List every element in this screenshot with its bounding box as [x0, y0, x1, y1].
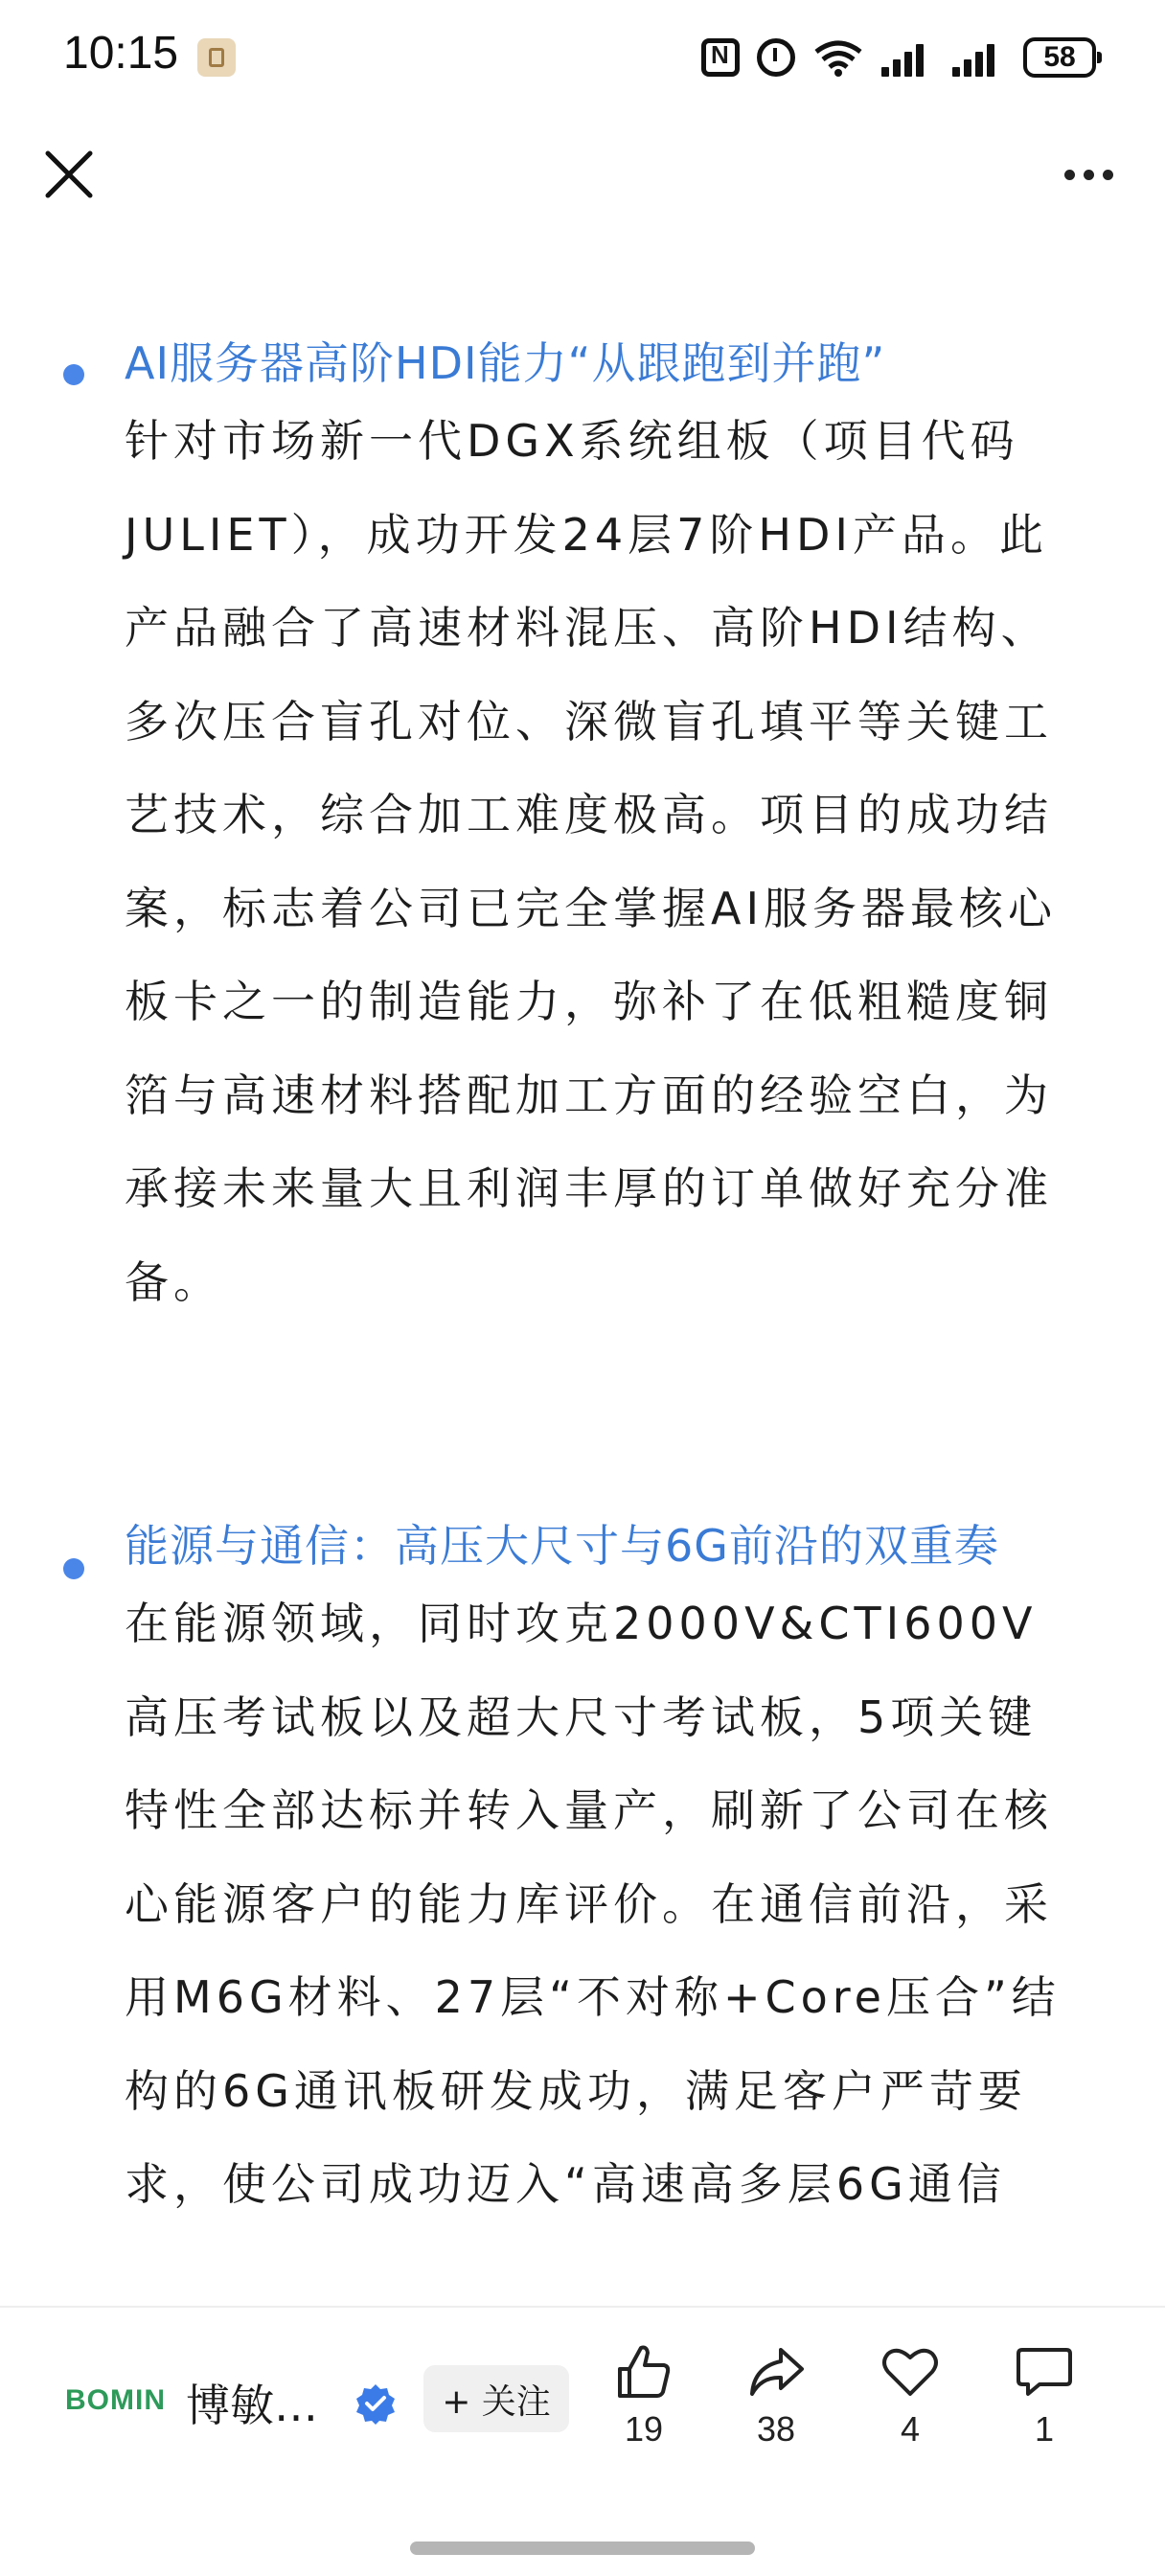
thumbs-up-icon	[612, 2340, 675, 2404]
section-body: 在能源领域，同时攻克2000V&CTI600V高压考试板以及超大尺寸考试板，5项关键特性全部达标并转入量产，刷新了公司在核心能源客户的能力库评价。在通信前沿，采用M6G材料、27层“不对称+Core压合”结构的6G通讯板研发成功，满足客户严苛要求，使公司成功迈入“高速高多层6G通信	[125, 1598, 1061, 2210]
status-time: 10:15	[63, 28, 179, 79]
section-title: 能源与通信：高压大尺寸与6G前沿的双重奏	[125, 1520, 999, 1572]
section-bullet	[63, 364, 84, 385]
more-dot	[1084, 170, 1094, 180]
more-dot	[1064, 170, 1075, 180]
section-bullet	[63, 1558, 84, 1579]
home-indicator[interactable]	[410, 2542, 755, 2555]
comment-button[interactable]	[996, 2340, 1092, 2450]
share-count: 38	[756, 2409, 796, 2449]
comment-icon	[1013, 2340, 1076, 2404]
verified-badge-icon	[354, 2382, 397, 2425]
heart-icon	[879, 2340, 942, 2404]
wifi-icon	[812, 38, 864, 77]
article-section	[0, 326, 1073, 1329]
signal-icon	[952, 38, 1006, 77]
like-button[interactable]	[596, 2340, 692, 2450]
author-name[interactable]: 博敏…	[186, 2380, 318, 2431]
more-options-button[interactable]	[1050, 144, 1127, 205]
favorite-count: 4	[900, 2409, 921, 2449]
more-dot	[1103, 170, 1113, 180]
close-icon	[38, 144, 100, 205]
brand-logo[interactable]: BOMIN	[65, 2384, 166, 2416]
alarm-icon	[757, 38, 795, 77]
article-section	[0, 1508, 1073, 2232]
share-button[interactable]	[728, 2340, 824, 2450]
battery-level: 58	[1043, 41, 1076, 73]
follow-button[interactable]: + 关注	[423, 2365, 569, 2432]
close-button[interactable]	[38, 144, 100, 205]
favorite-button[interactable]	[862, 2340, 958, 2450]
battery-icon	[1023, 37, 1096, 78]
comment-count: 1	[1034, 2409, 1055, 2449]
system-icons	[701, 29, 1096, 86]
nfc-icon	[701, 38, 740, 77]
status-bar	[0, 0, 1165, 115]
signal-icon	[881, 38, 935, 77]
app-notification-icon	[197, 38, 236, 77]
bottom-action-bar	[0, 2306, 1165, 2496]
like-count: 19	[624, 2409, 664, 2449]
share-icon	[744, 2340, 808, 2404]
section-title: AI服务器高阶HDI能力“从跟跑到并跑”	[125, 337, 886, 389]
section-body: 针对市场新一代DGX系统组板（项目代码JULIET），成功开发24层7阶HDI产品。此产品融合了高速材料混压、高阶HDI结构、多次压合盲孔对位、深微盲孔填平等关键工艺技术，综合加工难度极高。项目的成功结案，标志着公司已完全掌握AI服务器最核心板卡之一的制造能力，弥补了在低粗糙度铜箔与高速材料搭配加工方面的经验空白，为承接未来量大且利润丰厚的订单做好充分准备。	[125, 415, 1058, 1308]
